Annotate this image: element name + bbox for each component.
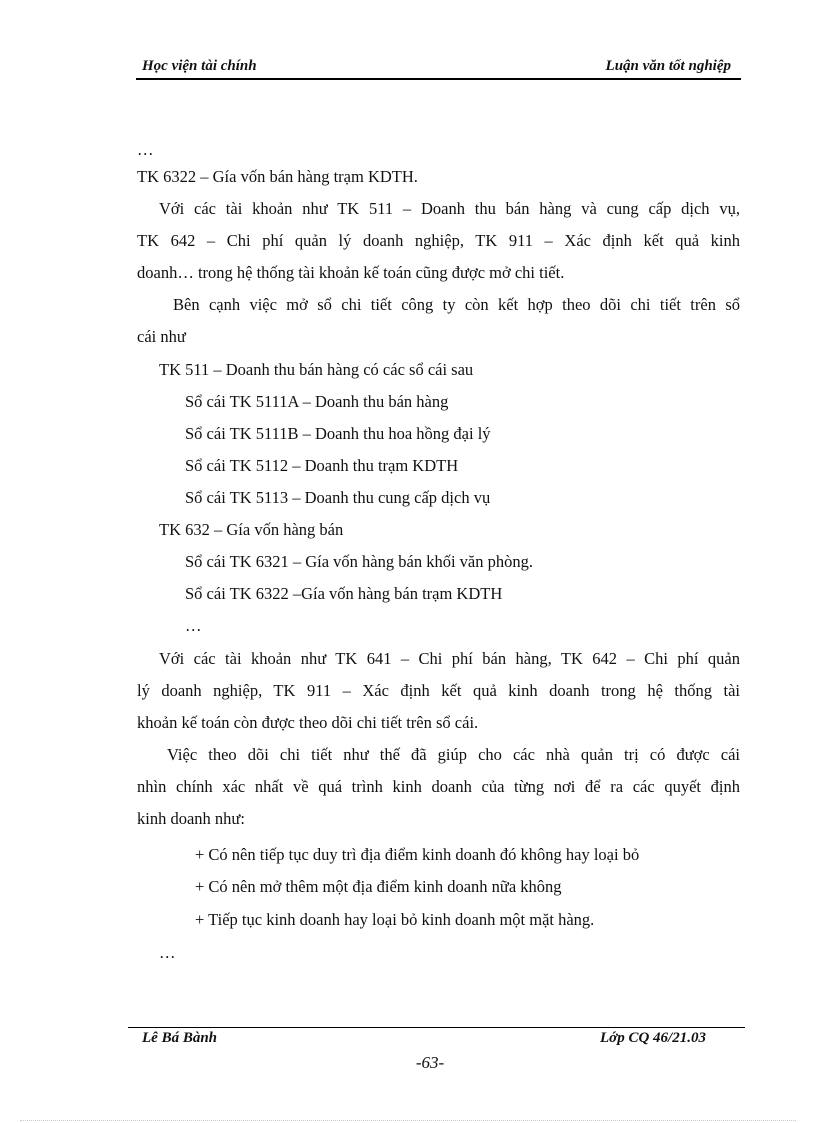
header-doc-type: Luận văn tốt nghiệp xyxy=(605,58,731,74)
page-edge-divider xyxy=(20,1120,796,1121)
footer-rule xyxy=(128,1027,745,1028)
text-line: Bên cạnh việc mở sổ chi tiết công ty còn kết hợp theo dõi chi tiết trên sổ xyxy=(173,295,740,314)
text-line: Việc theo dõi chi tiết như thế đã giúp cho các nhà quản trị có được cái xyxy=(167,745,740,764)
header-institution: Học viện tài chính xyxy=(142,58,257,74)
text-line: doanh… trong hệ thống tài khoản kế toán cũng được mở chi tiết. xyxy=(137,263,565,282)
bullet-item: + Có nên mở thêm một địa điểm kinh doanh nữa không xyxy=(195,877,562,896)
text-line: TK 632 – Gía vốn hàng bán xyxy=(159,520,344,539)
footer-author: Lê Bá Bành xyxy=(142,1030,218,1046)
text-line: Với các tài khoản như TK 641 – Chi phí bán hàng, TK 642 – Chi phí quản xyxy=(159,649,740,668)
text-line: Sổ cái TK 5113 – Doanh thu cung cấp dịch vụ xyxy=(185,488,491,507)
text-line: lý doanh nghiệp, TK 911 – Xác định kết quả kinh doanh trong hệ thống tài xyxy=(137,681,740,700)
text-line: TK 511 – Doanh thu bán hàng có các sổ cái sau xyxy=(159,360,474,379)
text-line: nhìn chính xác nhất về quá trình kinh doanh của từng nơi để ra các quyết định xyxy=(137,777,740,796)
text-line: kinh doanh như: xyxy=(137,809,245,828)
bullet-item: + Tiếp tục kinh doanh hay loại bỏ kinh doanh một mặt hàng. xyxy=(195,910,595,929)
text-line: Sổ cái TK 6321 – Gía vốn hàng bán khối văn phòng. xyxy=(185,552,533,571)
text-line: … xyxy=(159,943,176,962)
text-line: … xyxy=(185,616,202,635)
text-line: Sổ cái TK 5111A – Doanh thu bán hàng xyxy=(185,392,449,411)
text-line: Với các tài khoản như TK 511 – Doanh thu bán hàng và cung cấp dịch vụ, xyxy=(159,199,740,218)
page-number: -63- xyxy=(415,1053,445,1072)
text-line: … xyxy=(137,140,154,159)
text-line: Sổ cái TK 6322 –Gía vốn hàng bán trạm KDTH xyxy=(185,584,503,603)
text-line: Sổ cái TK 5111B – Doanh thu hoa hồng đại lý xyxy=(185,424,491,443)
text-line: khoản kế toán còn được theo dõi chi tiết trên sổ cái. xyxy=(137,713,479,732)
bullet-item: + Có nên tiếp tục duy trì địa điểm kinh doanh đó không hay loại bỏ xyxy=(195,845,640,864)
text-line: cái như xyxy=(137,327,186,346)
text-line: TK 642 – Chi phí quản lý doanh nghiệp, TK 911 – Xác định kết quả kinh xyxy=(137,231,740,250)
text-line: TK 6322 – Gía vốn bán hàng trạm KDTH. xyxy=(137,167,418,186)
footer-class: Lớp CQ 46/21.03 xyxy=(600,1030,706,1046)
page-header xyxy=(136,58,741,80)
text-line: Sổ cái TK 5112 – Doanh thu trạm KDTH xyxy=(185,456,459,475)
